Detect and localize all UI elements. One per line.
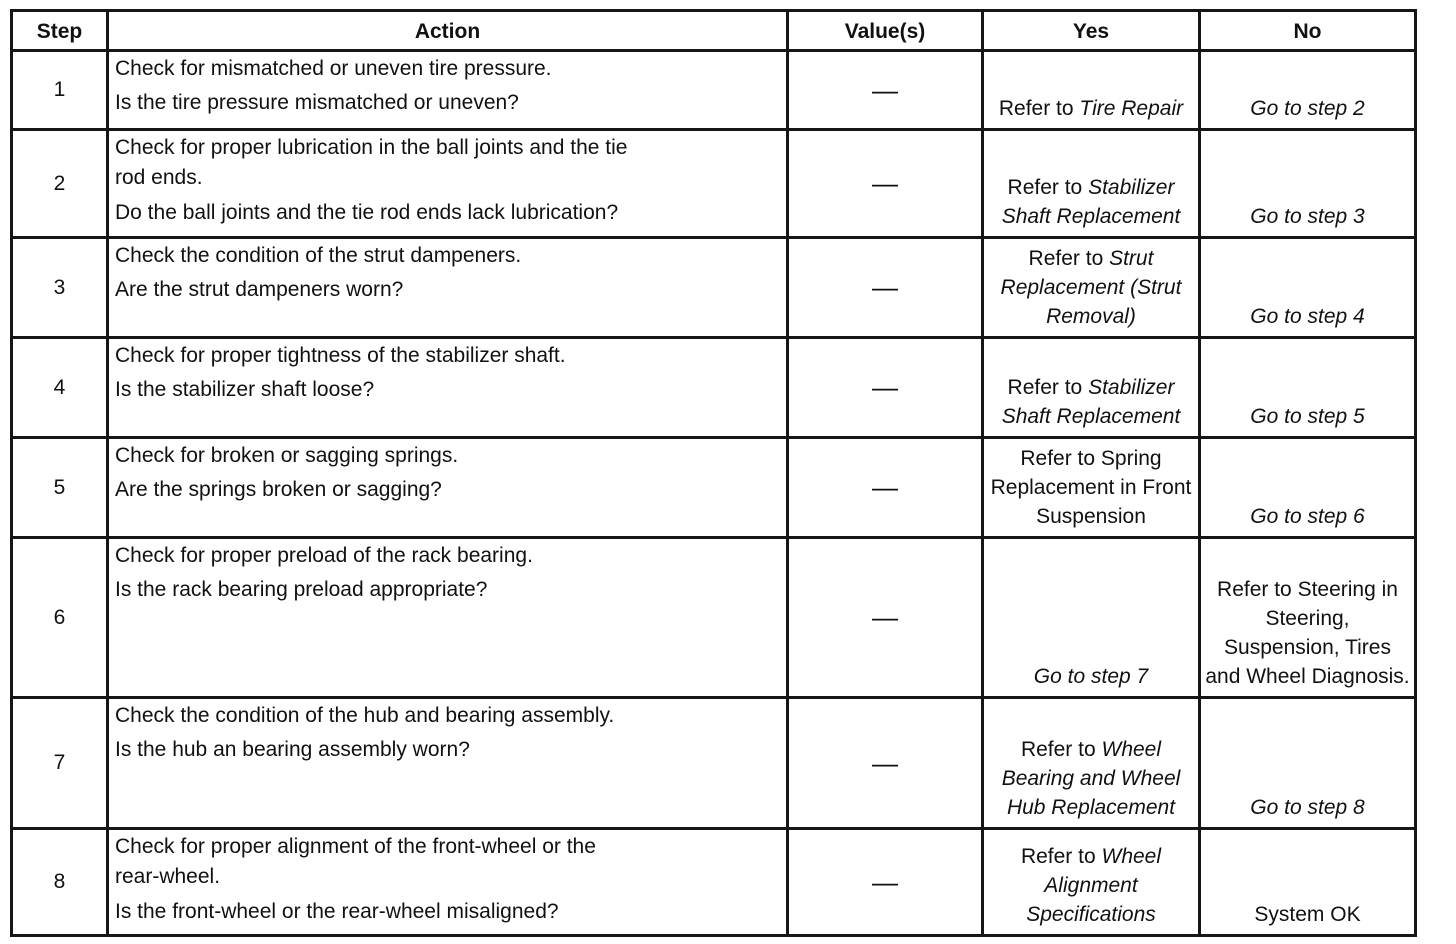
question-text: Is the hub an bearing assembly worn? (115, 738, 470, 762)
question-text: Is the rack bearing preload appropriate? (115, 578, 488, 602)
header-values: Value(s) (788, 11, 983, 51)
yes-prefix: Refer to (1007, 376, 1083, 400)
action-cell (108, 538, 788, 698)
yes-cell (983, 238, 1200, 338)
value-cell: — (788, 338, 983, 438)
check-text: Check for proper preload of the rack bearing. (115, 544, 533, 567)
value-cell: — (788, 438, 983, 538)
value-cell: — (788, 51, 983, 130)
question-text: Are the springs broken or sagging? (115, 478, 442, 502)
step-number: 2 (12, 130, 108, 238)
header-step: Step (12, 11, 108, 51)
yes-reference[interactable]: Tire Repair (1079, 97, 1184, 121)
yes-reference[interactable]: Strut Replacement (Strut Removal) (1000, 247, 1182, 329)
yes-prefix: Refer to (1020, 738, 1096, 762)
yes-reference[interactable]: Wheel Bearing and Wheel Hub Replacement (1001, 738, 1181, 820)
action-cell (108, 51, 788, 130)
yes-cell[interactable]: Go to step 7 (983, 538, 1200, 698)
check-text-continued: rear-wheel. (115, 865, 221, 889)
step-number: 4 (12, 338, 108, 438)
step-number: 8 (12, 829, 108, 936)
action-cell (108, 238, 788, 338)
question-text: Is the tire pressure mismatched or uneven? (115, 91, 519, 115)
table-row (12, 829, 1416, 936)
no-cell[interactable]: Go to step 4 (1200, 238, 1416, 338)
table-row (12, 238, 1416, 338)
value-cell: — (788, 130, 983, 238)
yes-prefix: Refer to (1020, 845, 1096, 869)
table-row (12, 438, 1416, 538)
yes-prefix: Refer to (1007, 176, 1083, 200)
no-cell[interactable]: Refer to Steering in Steering, Suspension, Tires and Wheel Diagnosis. (1200, 538, 1416, 698)
step-number: 7 (12, 698, 108, 829)
yes-cell (983, 338, 1200, 438)
step-number: 6 (12, 538, 108, 698)
check-text: Check for proper alignment of the front-wheel or the (115, 835, 596, 858)
value-cell: — (788, 698, 983, 829)
value-cell: — (788, 238, 983, 338)
check-text: Check for mismatched or uneven tire pressure. (115, 57, 552, 80)
value-cell: — (788, 538, 983, 698)
no-cell[interactable]: Go to step 2 (1200, 51, 1416, 130)
action-cell (108, 438, 788, 538)
question-text: Is the front-wheel or the rear-wheel misaligned? (115, 899, 559, 923)
header-action: Action (108, 11, 788, 51)
question-text: Is the stabilizer shaft loose? (115, 378, 375, 402)
check-text: Check the condition of the hub and bearing assembly. (115, 704, 615, 727)
yes-cell (983, 130, 1200, 238)
yes-reference[interactable]: Wheel Alignment Specifications (1026, 845, 1162, 927)
check-text: Check the condition of the strut dampeners. (115, 244, 522, 267)
step-number: 1 (12, 51, 108, 130)
no-cell: System OK (1200, 829, 1416, 936)
table-row (12, 698, 1416, 829)
no-cell[interactable]: Go to step 5 (1200, 338, 1416, 438)
table-row (12, 130, 1416, 238)
no-cell[interactable]: Go to step 6 (1200, 438, 1416, 538)
value-cell: — (788, 829, 983, 936)
action-cell (108, 829, 788, 936)
question-text: Are the strut dampeners worn? (115, 278, 404, 302)
table-row (12, 338, 1416, 438)
diagnostic-table (10, 9, 1417, 937)
yes-cell (983, 698, 1200, 829)
header-no: No (1200, 11, 1416, 51)
action-cell (108, 338, 788, 438)
no-cell[interactable]: Go to step 3 (1200, 130, 1416, 238)
yes-prefix: Refer to (1028, 247, 1104, 271)
yes-cell (983, 51, 1200, 130)
step-number: 3 (12, 238, 108, 338)
table-row (12, 51, 1416, 130)
step-number: 5 (12, 438, 108, 538)
header-row (12, 11, 1416, 51)
table-row (12, 538, 1416, 698)
yes-cell (983, 829, 1200, 936)
check-text: Check for proper lubrication in the ball joints and the tie (115, 136, 628, 159)
yes-prefix: Refer to (998, 97, 1074, 121)
yes-reference[interactable]: Stabilizer Shaft Replacement (1001, 176, 1181, 229)
no-cell[interactable]: Go to step 8 (1200, 698, 1416, 829)
check-text: Check for broken or sagging springs. (115, 444, 459, 467)
yes-reference[interactable]: Stabilizer Shaft Replacement (1001, 376, 1181, 429)
header-yes: Yes (983, 11, 1200, 51)
check-text-continued: rod ends. (115, 166, 203, 190)
check-text: Check for proper tightness of the stabilizer shaft. (115, 344, 566, 367)
yes-cell[interactable]: Refer to Spring Replacement in Front Suspension (983, 438, 1200, 538)
action-cell (108, 130, 788, 238)
question-text: Do the ball joints and the tie rod ends lack lubrication? (115, 200, 619, 224)
action-cell (108, 698, 788, 829)
